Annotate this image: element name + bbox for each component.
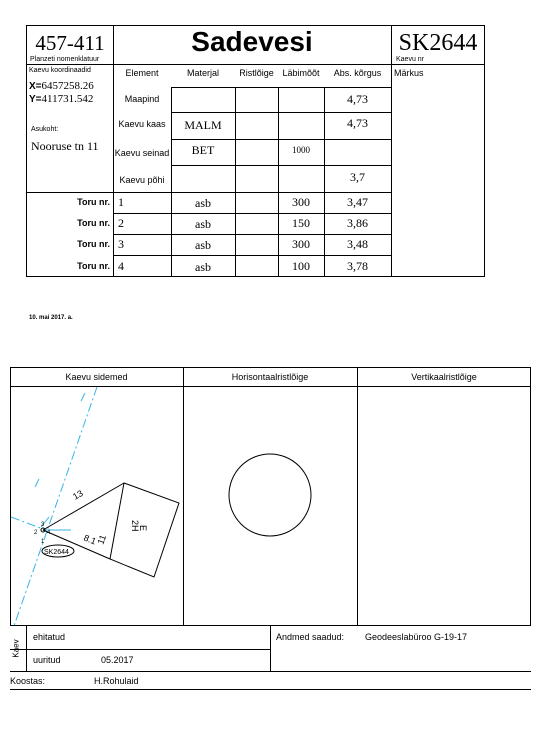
- pipe-nr: 2: [118, 216, 124, 230]
- row-line: [171, 165, 391, 166]
- pipe-materjal: asb: [195, 260, 211, 274]
- coord-y: [29, 93, 93, 105]
- pipe-korgus: 3,86: [347, 216, 368, 230]
- drawings-divider-2: [357, 367, 358, 626]
- pipe-materjal: asb: [195, 238, 211, 252]
- dim-13: 13: [71, 488, 85, 502]
- row-element: Kaevu kaas: [118, 119, 166, 129]
- pipe-col-line: [113, 192, 114, 277]
- header-divider: [26, 64, 485, 65]
- drawing-title-horizontal: Horisontaalristlõige: [231, 372, 309, 382]
- point-label-4: 4: [47, 530, 51, 536]
- col-materjal: Materjal: [186, 68, 219, 78]
- well-id-caption: Kaevu nr: [396, 56, 425, 63]
- coord-x-label: X=: [29, 81, 42, 92]
- horizontal-section: [184, 387, 357, 626]
- pipe-labimoot: 300: [292, 237, 310, 251]
- drawing-title-vertical: Vertikaalristlõige: [411, 372, 477, 382]
- pipe-nr: 1: [118, 195, 124, 209]
- col-line: [235, 87, 236, 192]
- row-line: [171, 87, 391, 88]
- document-date: 10. mai 2017. a.: [29, 315, 73, 321]
- row-line: [26, 192, 391, 193]
- point-label-1: 1: [41, 539, 45, 545]
- point-label-2: 2: [34, 530, 38, 536]
- address-value: Nooruse tn 11: [31, 139, 99, 153]
- map-sheet-code: 457-411: [35, 31, 105, 55]
- row-korgus: 4,73: [347, 116, 368, 130]
- col-korgus: Abs. kõrgus: [333, 68, 382, 78]
- row-korgus: 3,7: [350, 170, 365, 184]
- pipe-labimoot: 150: [292, 216, 310, 230]
- header-vline-2: [391, 25, 392, 277]
- pipe-line: [113, 213, 391, 214]
- pipe-nr: 4: [118, 259, 124, 273]
- dim-e: E: [138, 525, 148, 532]
- drawing-title-connections: Kaevu sidemed: [65, 372, 128, 382]
- footer-bottom-line: [10, 689, 531, 690]
- footer-mid-line: [270, 626, 271, 672]
- row-labimoot: 1000: [292, 145, 310, 155]
- dim-81: 8.1: [82, 532, 98, 547]
- pipe-label: Toru nr.: [77, 197, 110, 207]
- surveyed-date: 05.2017: [101, 655, 134, 665]
- source-value: Geodeeslabüroo G-19-17: [365, 632, 468, 642]
- col-labimoot: Läbimõõt: [282, 68, 320, 78]
- coord-y-value: 411731.542: [41, 93, 94, 105]
- pipe-nr: 3: [118, 237, 124, 251]
- page-title: Sadevesi: [191, 26, 313, 57]
- pipe-line: [113, 255, 391, 256]
- pipe-labimoot: 300: [292, 195, 310, 209]
- well-id: SK2644: [398, 30, 478, 56]
- coords-label: Kaevu koordinaadid: [29, 67, 91, 74]
- footer-side-label: Kaev: [11, 639, 21, 658]
- map-sheet-caption: Planzeti nomenklatuur: [30, 56, 100, 63]
- built-label: ehitatud: [33, 632, 66, 642]
- footer-side-line: [26, 626, 27, 672]
- row-element: Kaevu seinad: [114, 148, 170, 158]
- pipe-korgus: 3,78: [347, 259, 368, 273]
- row-materjal: MALM: [184, 118, 222, 132]
- pipe-label: Toru nr.: [77, 218, 110, 228]
- pipe-line: [113, 234, 391, 235]
- row-line: [171, 112, 391, 113]
- main-pipe-line: [14, 387, 97, 626]
- footer-divider: [10, 649, 270, 650]
- col-ristloige: Ristlõige: [239, 68, 274, 78]
- well-tag: SK2644: [44, 549, 69, 556]
- pipe-korgus: 3,47: [347, 195, 368, 209]
- dim-2h: 2H: [130, 520, 140, 532]
- connections-sketch: [11, 387, 183, 626]
- row-element: Kaevu põhi: [119, 175, 165, 185]
- pipe-label: Toru nr.: [77, 261, 110, 271]
- row-line: [171, 139, 391, 140]
- point-label-3: 3: [41, 522, 45, 528]
- coord-y-label: Y=: [29, 94, 42, 105]
- arrow-mark: [81, 393, 85, 401]
- compiler-label: Koostas:: [10, 676, 46, 686]
- pipe-col-line: [235, 192, 236, 277]
- dim-11: 11: [95, 533, 109, 546]
- branch-pipe-line: [11, 517, 43, 529]
- arrow-mark: [35, 479, 39, 487]
- pipe-label: Toru nr.: [77, 239, 110, 249]
- pipe-materjal: asb: [195, 196, 211, 210]
- address-label: Asukoht:: [31, 126, 59, 133]
- col-markus: Märkus: [394, 68, 424, 78]
- coord-x: [29, 80, 94, 92]
- surveyed-label: uuritud: [33, 655, 61, 665]
- well-circle: [229, 454, 311, 536]
- pipe-labimoot: 100: [292, 259, 310, 273]
- col-line: [171, 87, 172, 192]
- source-label: Andmed saadud:: [276, 632, 345, 642]
- pipe-materjal: asb: [195, 217, 211, 231]
- coord-x-value: 6457258.26: [41, 80, 94, 92]
- col-line: [278, 87, 279, 192]
- pipe-korgus: 3,48: [347, 237, 368, 251]
- row-materjal: BET: [191, 143, 215, 157]
- row-korgus: 4,73: [347, 92, 368, 106]
- col-element: Element: [125, 68, 159, 78]
- row-element: Maapind: [124, 94, 160, 104]
- compiler-value: H.Rohulaid: [94, 676, 139, 686]
